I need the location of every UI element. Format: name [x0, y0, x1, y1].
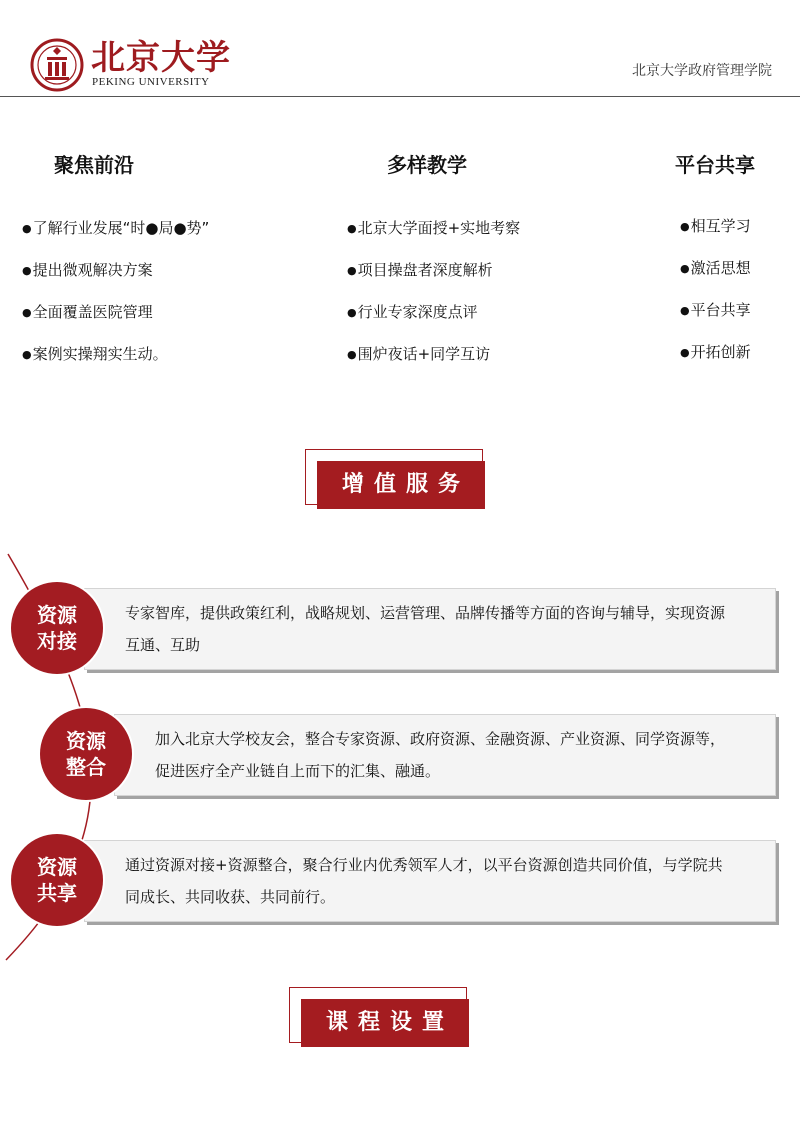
badge-label: 共享 [37, 881, 77, 905]
service-badge-integrate [40, 708, 132, 800]
service-text: 专家智库，提供政策红利，战略规划、运营管理、品牌传播等方面的咨询与辅导，实现资源 [125, 604, 726, 622]
list-item: ● 提出微观解决方案 [22, 260, 209, 302]
list-item: ● 北京大学面授+实地考察 [347, 218, 520, 260]
service-bar-connect [84, 588, 776, 670]
page-header [0, 0, 800, 96]
badge-label: 资源 [37, 855, 77, 879]
list-item: ● 全面覆盖医院管理 [22, 302, 209, 344]
list-item: ● 激活思想 [680, 258, 755, 300]
service-bar-share [84, 840, 776, 922]
badge-label: 资源 [37, 603, 77, 627]
column-title: 平台共享 [675, 153, 755, 177]
badge-label: 资源 [66, 729, 106, 753]
feature-column-frontier [22, 150, 209, 386]
column-title: 聚焦前沿 [54, 153, 134, 177]
section-heading: 增值服务 [317, 461, 485, 509]
column-title: 多样教学 [387, 153, 467, 177]
school-name: 北京大学政府管理学院 [632, 63, 772, 79]
feature-column-teaching [347, 150, 520, 386]
feature-column-platform [675, 150, 755, 384]
service-text: 互通、互助 [125, 636, 201, 654]
list-item: ● 了解行业发展“时●局●势” [22, 218, 209, 260]
header-divider [0, 96, 800, 97]
service-badge-share [11, 834, 103, 926]
brand-name-en: PEKING UNIVERSITY [92, 76, 210, 88]
list-item: ● 行业专家深度点评 [347, 302, 520, 344]
list-item: ● 项目操盘者深度解析 [347, 260, 520, 302]
section-heading: 课程设置 [301, 999, 469, 1047]
list-item: ● 平台共享 [680, 300, 755, 342]
service-text: 同成长、共同收获、共同前行。 [125, 888, 336, 906]
section-title-value-added [311, 455, 489, 511]
service-text: 促进医疗全产业链自上而下的汇集、融通。 [155, 762, 441, 780]
service-badge-connect [11, 582, 103, 674]
service-text: 加入北京大学校友会，整合专家资源、政府资源、金融资源、产业资源、同学资源等， [155, 730, 726, 748]
brand-name-cn: 北京大学 [91, 38, 231, 78]
list-item: ● 围炉夜话+同学互访 [347, 344, 520, 386]
list-item: ● 相互学习 [680, 216, 755, 258]
list-item: ● 开拓创新 [680, 342, 755, 384]
section-title-curriculum [295, 993, 473, 1049]
badge-label: 整合 [66, 755, 106, 779]
badge-label: 对接 [37, 629, 77, 653]
service-text: 通过资源对接+资源整合，聚合行业内优秀领军人才，以平台资源创造共同价值，与学院共 [125, 856, 723, 874]
list-item: ● 案例实操翔实生动。 [22, 344, 209, 386]
peking-university-seal-icon [30, 38, 84, 92]
service-bar-integrate [114, 714, 776, 796]
